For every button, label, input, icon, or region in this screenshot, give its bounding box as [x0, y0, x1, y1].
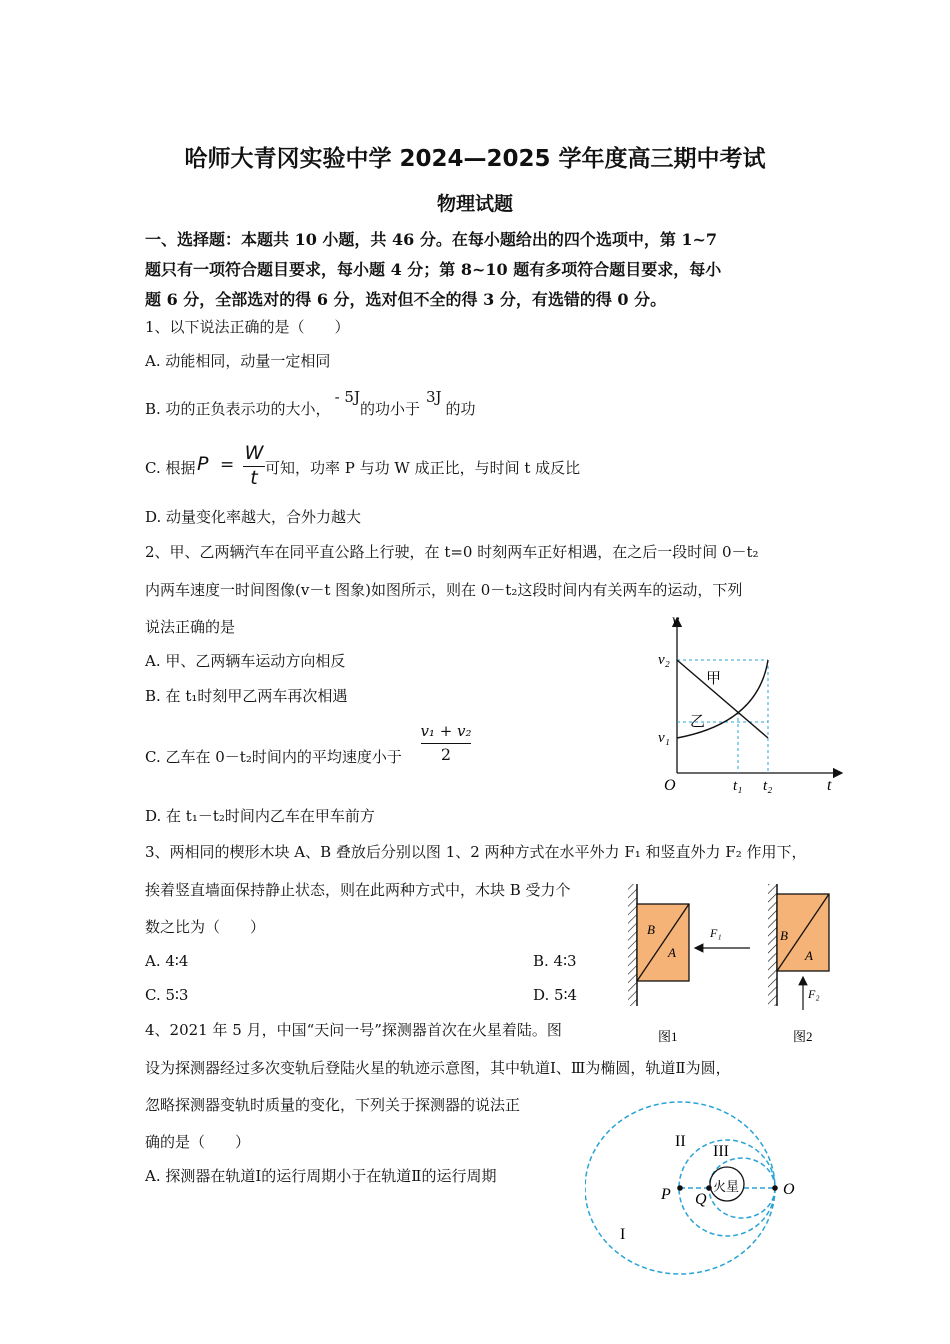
q1-c-denominator: t [250, 467, 258, 489]
f2-label: F₂ [808, 987, 820, 1001]
block-b-label-2: B [780, 928, 788, 943]
mars-label: 火星 [713, 1179, 740, 1194]
q1-b-value1: - 5J [334, 388, 360, 406]
q4-stem-line4: 确的是（ ） [145, 1133, 251, 1151]
orbit-iii-label: III [713, 1143, 729, 1160]
orbit-i-label: I [620, 1226, 626, 1243]
q2-c-denominator: 2 [440, 745, 452, 764]
block-a-label-2: A [805, 948, 813, 963]
q3-option-b: B. 4∶3 [533, 952, 577, 970]
q1-b-pre: B. 功的正负表示功的大小， [145, 400, 331, 418]
wall-1-hatch [628, 884, 637, 1006]
q1-c-numerator: W [244, 442, 264, 464]
origin-label: O [664, 777, 676, 794]
q2-c-numerator: v₁ + v₂ [420, 722, 472, 740]
block-b-label-1: B [647, 922, 655, 937]
q2-stem-line1: 2、甲、乙两辆汽车在同平直公路上行驶，在 t=0 时刻两车正好相遇，在之后一段时间 0－t₂ [145, 543, 759, 561]
q1-b-post: 的功 [445, 400, 476, 418]
q2-c-fraction-bar [421, 743, 471, 744]
section-instructions-line2: 题只有一项符合题目要求，每小题 4 分；第 8~10 题有多项符合题目要求，每小 [145, 260, 722, 279]
t2-label: t₂ [763, 778, 773, 794]
q4-stem-line2: 设为探测器经过多次变轨后登陆火星的轨迹示意图，其中轨道Ⅰ、Ⅲ为椭圆，轨道Ⅱ为圆， [145, 1059, 731, 1077]
q1-c-equals: = [220, 455, 235, 475]
q2-stem-line3: 说法正确的是 [145, 618, 236, 636]
q1-option-a: A. 动能相同，动量一定相同 [145, 352, 331, 370]
o-label: O [783, 1181, 795, 1198]
q4-stem-line3: 忽略探测器变轨时质量的变化，下列关于探测器的说法正 [145, 1096, 521, 1114]
q1-option-b [145, 388, 476, 419]
q1-option-c-rest: 可知，功率 P 与功 W 成正比，与时间 t 成反比 [265, 459, 581, 477]
q3-stem-line1: 3、两相同的楔形木块 A、B 叠放后分别以图 1、2 两种方式在水平外力 F₁ 和竖直外力 F₂ 作用下， [145, 843, 807, 861]
q4-orbit-diagram [585, 1098, 815, 1278]
q3-option-a: A. 4∶4 [145, 952, 189, 970]
q3-wedge-figures [620, 880, 850, 1050]
t1-label: t₁ [733, 778, 743, 794]
point-q [706, 1185, 712, 1191]
block-a-label-1: A [668, 945, 676, 960]
q2-option-a: A. 甲、乙两辆车运动方向相反 [145, 652, 346, 670]
exam-title: 哈师大青冈实验中学 2024—2025 学年度高三期中考试 [184, 146, 766, 172]
v1-label: v₁ [658, 730, 670, 746]
point-p [677, 1185, 683, 1191]
q2-option-d: D. 在 t₁－t₂时间内乙车在甲车前方 [145, 807, 375, 825]
q3-option-d: D. 5∶4 [533, 986, 578, 1004]
v2-label: v₂ [658, 652, 670, 668]
q1-b-mid: 的功小于 [359, 400, 420, 418]
section-instructions-line1: 一、选择题：本题共 10 小题，共 46 分。在每小题给出的四个选项中，第 1~7 [145, 230, 718, 249]
q4-stem-line1: 4、2021 年 5 月，中国“天问一号”探测器首次在火星着陆。图 [145, 1021, 562, 1039]
f1-label: F₁ [710, 926, 722, 940]
point-o [772, 1185, 778, 1191]
q4-option-a: A. 探测器在轨道Ⅰ的运行周期小于在轨道Ⅱ的运行周期 [145, 1167, 497, 1185]
fig1-caption: 图1 [658, 1029, 678, 1044]
exam-subtitle: 物理试题 [436, 193, 513, 215]
q1-c-power-symbol: P [197, 453, 209, 475]
section-instructions-line3: 题 6 分，全部选对的得 6 分，选对但不全的得 3 分，有选错的得 0 分。 [145, 290, 667, 309]
q3-option-c: C. 5∶3 [145, 986, 189, 1004]
t-axis-label: t [827, 777, 832, 794]
wall-2-hatch [768, 884, 777, 1006]
orbit-ii-label: II [675, 1133, 686, 1150]
q2-option-c: C. 乙车在 0－t₂时间内的平均速度小于 [145, 748, 402, 766]
jia-label: 甲 [706, 671, 722, 687]
q1-stem: 1、以下说法正确的是（ ） [145, 318, 350, 336]
v-axis-label: v [672, 612, 680, 629]
q1-option-c-prefix: C. 根据 [145, 459, 196, 477]
q3-stem-line3: 数之比为（ ） [145, 918, 266, 936]
q2-vt-graph [650, 610, 850, 800]
q-label: Q [695, 1191, 707, 1208]
q3-stem-line2: 挨着竖直墙面保持静止状态，则在此两种方式中，木块 B 受力个 [145, 881, 571, 899]
q2-stem-line2: 内两车速度一时间图像(v－t 图象)如图所示，则在 0－t₂这段时间内有关两车的运动，下列 [145, 581, 743, 599]
q1-b-value2: 3J [425, 388, 442, 406]
yi-label: 乙 [690, 714, 706, 730]
q2-option-b: B. 在 t₁时刻甲乙两车再次相遇 [145, 687, 348, 705]
q1-option-d: D. 动量变化率越大，合外力越大 [145, 508, 362, 526]
fig2-caption: 图2 [793, 1029, 813, 1044]
p-label: P [661, 1186, 671, 1203]
